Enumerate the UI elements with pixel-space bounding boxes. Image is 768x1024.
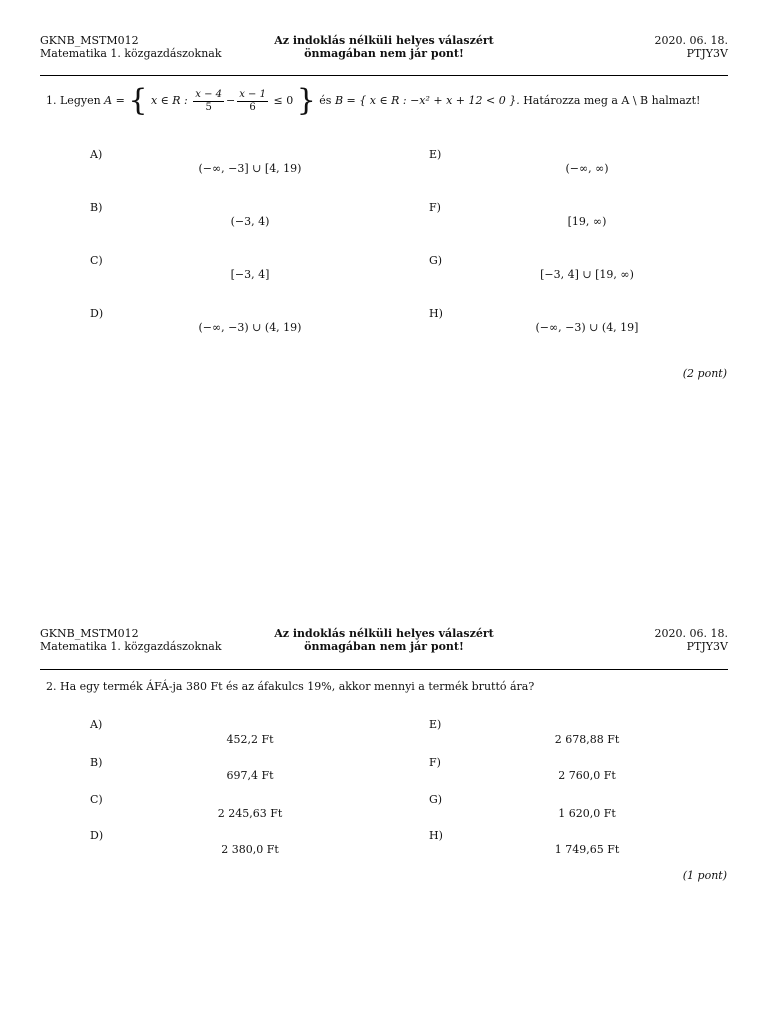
exam-date-2: 2020. 06. 18. (654, 627, 728, 640)
question-lead: Legyen (60, 94, 101, 107)
course-name: Matematika 1. közgazdászoknak (40, 47, 222, 60)
connector: és (319, 94, 332, 107)
set-b-def: B = { x ∈ R : −x² + x + 12 < 0 }. (334, 94, 520, 107)
q2-option-g-value: 1 620,0 Ft (558, 807, 616, 820)
q1-option-h-label: H) (429, 307, 443, 320)
header-rule-2 (40, 669, 728, 670)
fraction-2-numerator: x − 1 (239, 88, 266, 100)
q2-option-b-label: B) (90, 756, 103, 769)
fraction-2-denominator: 6 (249, 101, 256, 113)
question-number: 1. (46, 94, 57, 107)
set-a-def: A = (104, 94, 125, 107)
q2-option-d-value: 2 380,0 Ft (221, 843, 279, 856)
q2-option-d-label: D) (90, 829, 104, 842)
fraction-1-numerator: x − 4 (195, 88, 223, 100)
q1-option-d-label: D) (90, 307, 104, 320)
q1-option-a-label: A) (90, 148, 103, 161)
notice-line-1-2: Az indoklás nélküli helyes válaszért (274, 627, 494, 640)
notice-line-1: Az indoklás nélküli helyes válaszért (274, 34, 494, 47)
fraction-1-denominator: 5 (205, 101, 212, 113)
q2-option-f-label: F) (429, 756, 441, 769)
q2-option-b-value: 697,4 Ft (226, 769, 274, 782)
exam-code: PTJY3V (686, 47, 728, 60)
q1-option-h-value: (−∞, −3) ∪ (4, 19] (535, 321, 639, 334)
q2-option-h-value: 1 749,65 Ft (554, 843, 620, 856)
question-2-text (46, 679, 728, 695)
x-in-r: x ∈ R : (150, 94, 188, 107)
q1-option-e-label: E) (429, 148, 442, 161)
question-instruction: Határozza meg a A \ B halmazt! (523, 94, 701, 107)
header-right-2 (655, 627, 728, 653)
question-1-text: 1. Legyen A = { x ∈ R : $\frac{x - 4}{5}$ − $\frac{x - 1}{6}$ ≤ 0 } és B = { x ∈ R : −x² + x + 12 < 0 }. Határozza meg a A \ B halmazt! (46, 83, 701, 118)
course-name-2: Matematika 1. közgazdászoknak (40, 640, 222, 653)
exam-code-2: PTJY3V (686, 640, 728, 653)
course-code-2: GKNB_MSTM012 (40, 627, 139, 640)
course-code: GKNB_MSTM012 (40, 34, 139, 47)
q2-option-c-label: C) (90, 793, 103, 806)
q1-option-f-value: [19, ∞) (567, 215, 607, 228)
q2-points: (1 pont) (682, 869, 727, 882)
header-notice-2 (40, 627, 728, 653)
q2-option-c-value: 2 245,63 Ft (217, 807, 283, 820)
q1-option-e-value: (−∞, ∞) (565, 162, 609, 175)
q1-option-a-value: (−∞, −3] ∪ [4, 19) (198, 162, 302, 175)
q1-option-b-value: (−3, 4) (230, 215, 270, 228)
q1-option-g-value: [−3, 4] ∪ [19, ∞) (540, 268, 634, 281)
q1-option-c-value: [−3, 4] (230, 268, 270, 281)
inequality-tail: ≤ 0 (273, 94, 294, 107)
q2-option-f-value: 2 760,0 Ft (558, 769, 616, 782)
right-brace: } (296, 83, 316, 118)
q1-option-d-value: (−∞, −3) ∪ (4, 19) (198, 321, 302, 334)
q2-option-a-label: A) (90, 718, 103, 731)
q2-option-a-value: 452,2 Ft (226, 733, 274, 746)
page-header-2 (40, 627, 728, 667)
q1-option-f-label: F) (429, 201, 441, 214)
q2-option-g-label: G) (429, 793, 443, 806)
q2-option-e-label: E) (429, 718, 442, 731)
notice-line-2-2: önmagában nem jár pont! (304, 640, 464, 653)
question-2-number: 2. (46, 680, 57, 693)
q1-points: (2 pont) (682, 367, 727, 380)
notice-line-2: önmagában nem jár pont! (304, 47, 464, 60)
q2-option-h-label: H) (429, 829, 443, 842)
left-brace: { (128, 83, 148, 118)
question-2-body: Ha egy termék ÁFÁ-ja 380 Ft és az áfakulcs 19%, akkor mennyi a termék bruttó ára? (60, 680, 535, 693)
exam-date: 2020. 06. 18. (654, 34, 728, 47)
q1-option-g-label: G) (429, 254, 443, 267)
q1-option-b-label: B) (90, 201, 103, 214)
q1-option-c-label: C) (90, 254, 103, 267)
q2-option-e-value: 2 678,88 Ft (554, 733, 620, 746)
